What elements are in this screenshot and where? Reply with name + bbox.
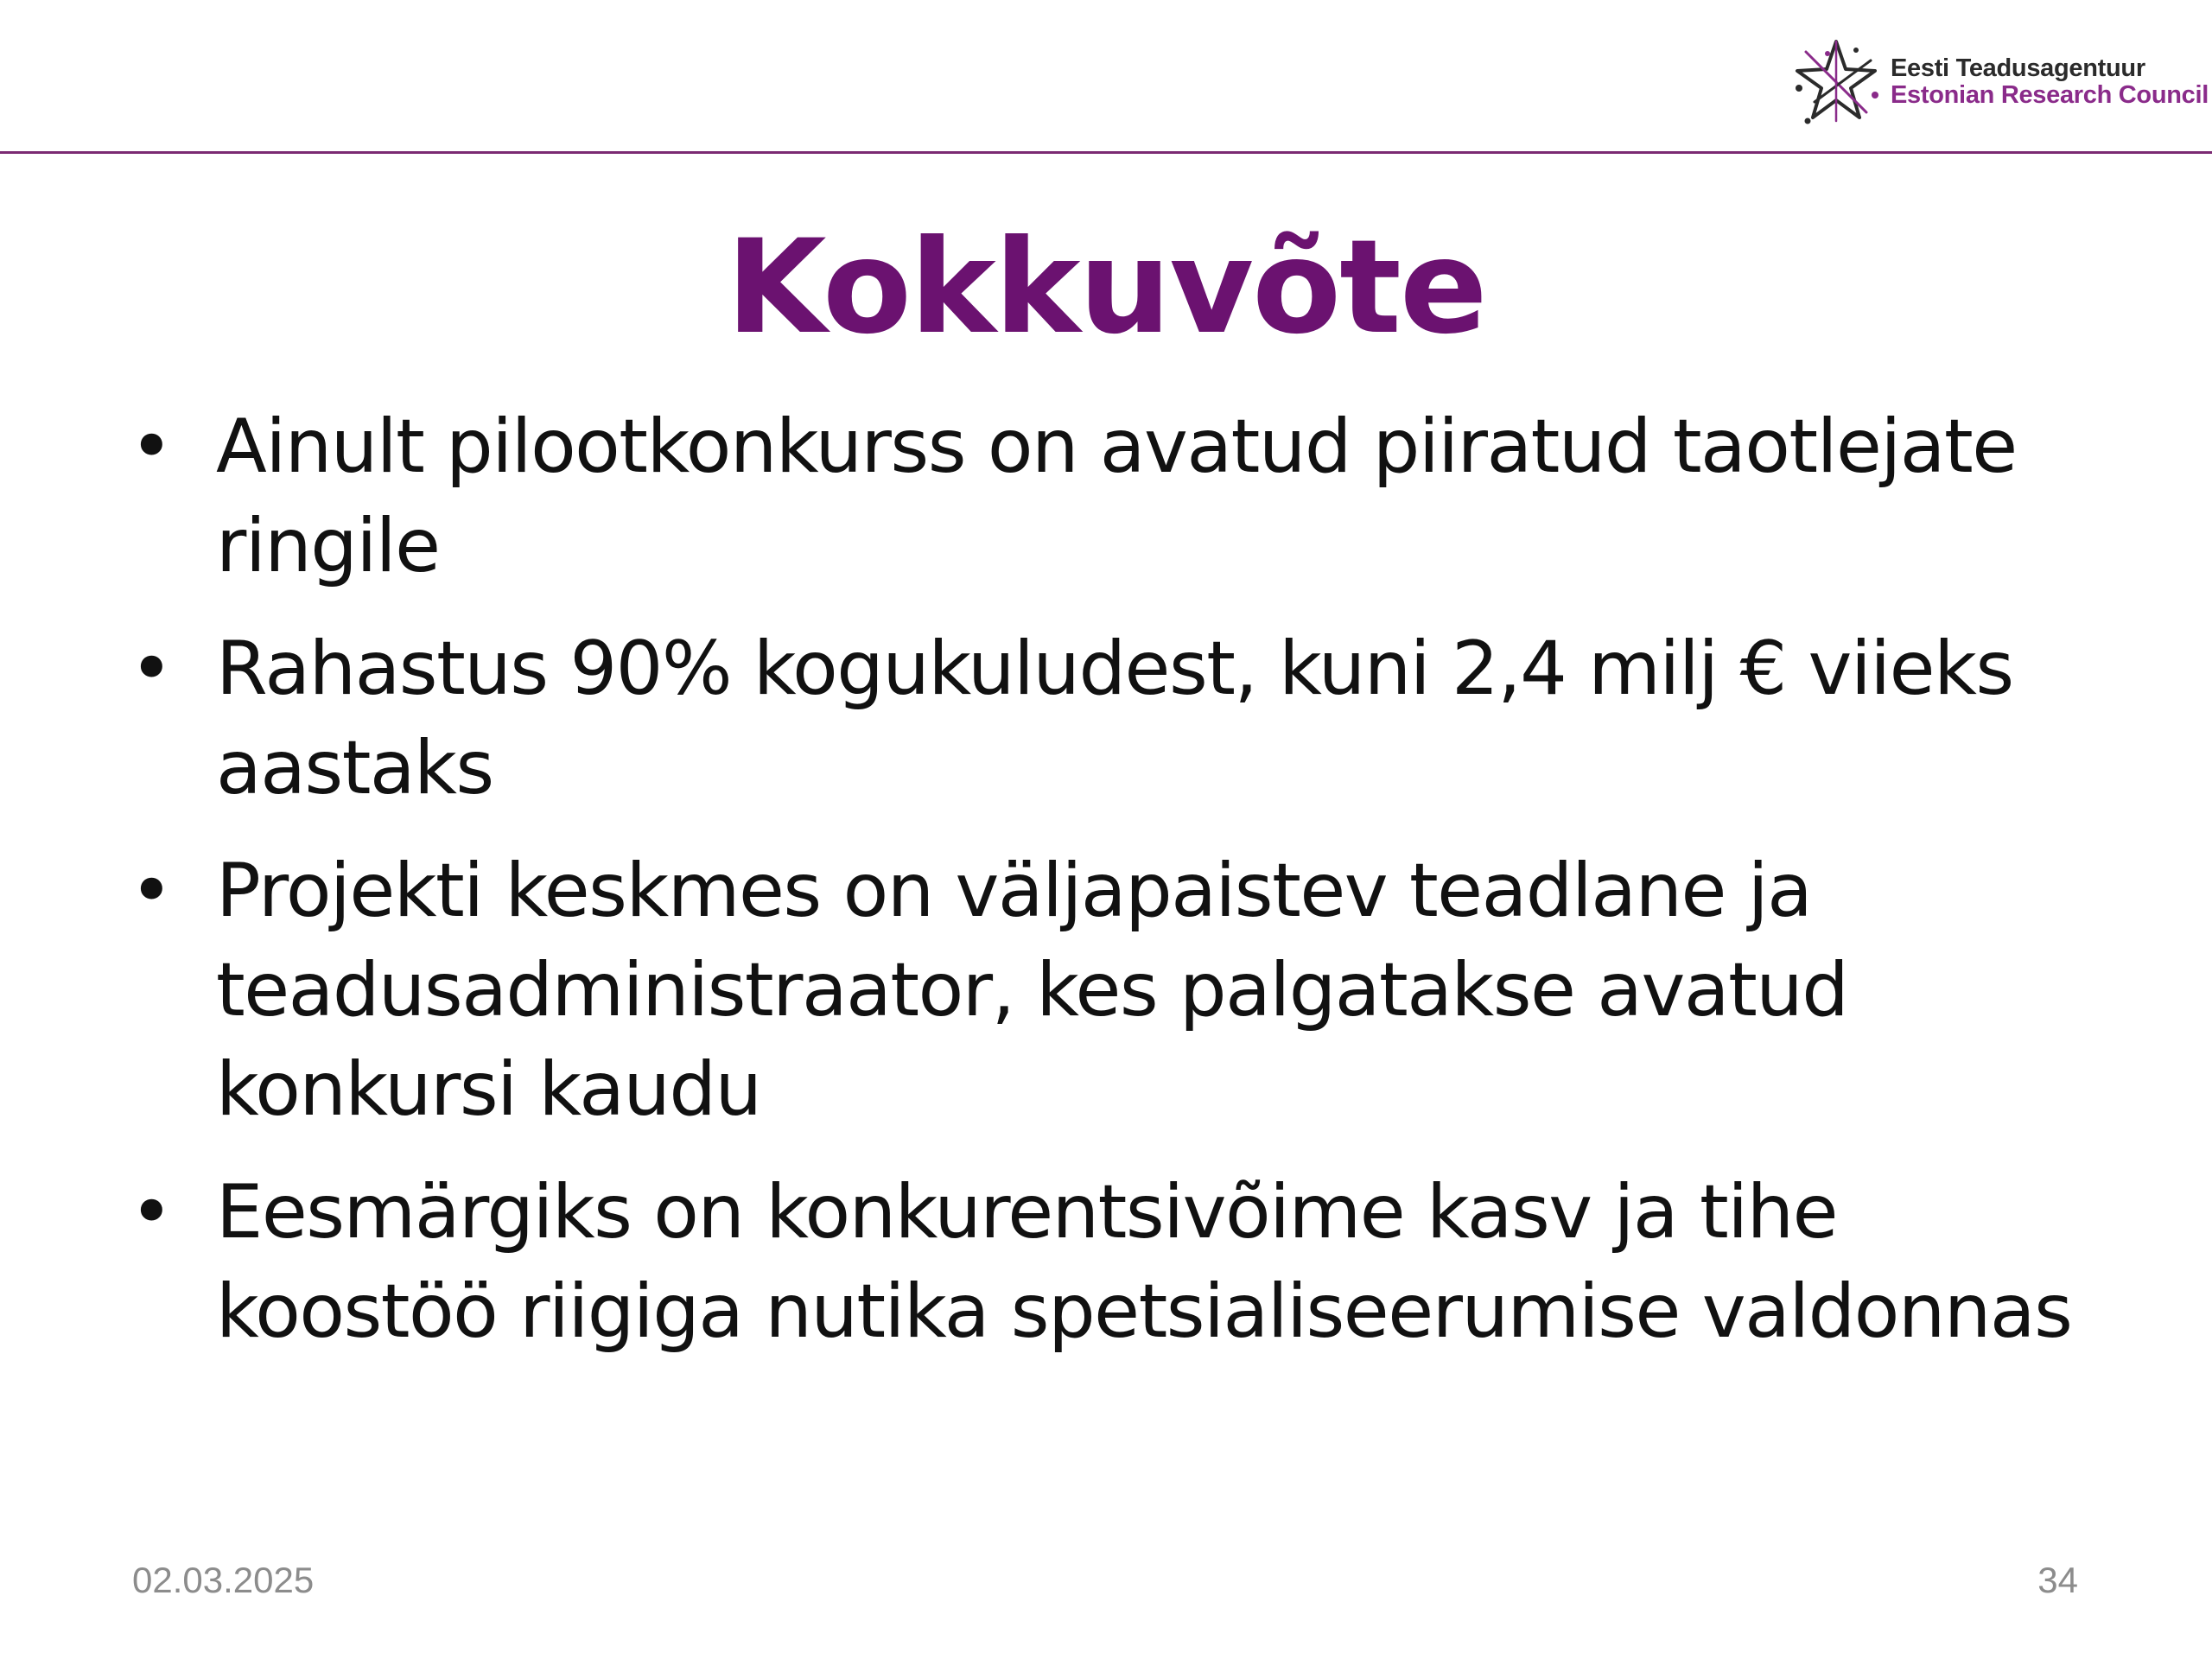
bullet-item [130,1163,2117,1362]
slide-title: Kokkuvõte [726,213,1486,363]
star-logo-icon [1789,35,1884,130]
header-divider [0,151,2212,154]
logo-text [1891,56,2209,108]
logo-name-estonian: Eesti Teadusagentuur [1891,54,2145,82]
bullet-marker: • [130,1169,173,1255]
bullet-text: Ainult pilootkonkurss on avatud piiratud taotlejate ringile [216,404,2017,589]
bullet-marker: • [130,404,173,490]
bullet-item [130,842,2117,1140]
bullet-text: Projekti keskmes on väljapaistev teadlane ja teadusadministraator, kes palgatakse avatud konkursi kaudu [216,848,1848,1133]
bullet-marker: • [130,626,173,712]
page-number: 34 [2037,1560,2078,1600]
logo-name-english: Estonian Research Council [1891,81,2209,109]
bullet-text: Eesmärgiks on konkurentsivõime kasv ja tihe koostöö riigiga nutika spetsialiseerumise valdonnas [216,1169,2072,1355]
bullet-list [130,397,2117,1385]
bullet-item [130,620,2117,818]
bullet-item [130,397,2117,596]
bullet-text: Rahastus 90% kogukuludest, kuni 2,4 milj € viieks aastaks [216,626,2013,811]
organization-logo [1789,35,2209,130]
footer-date: 02.03.2025 [132,1560,315,1600]
bullet-marker: • [130,848,173,934]
